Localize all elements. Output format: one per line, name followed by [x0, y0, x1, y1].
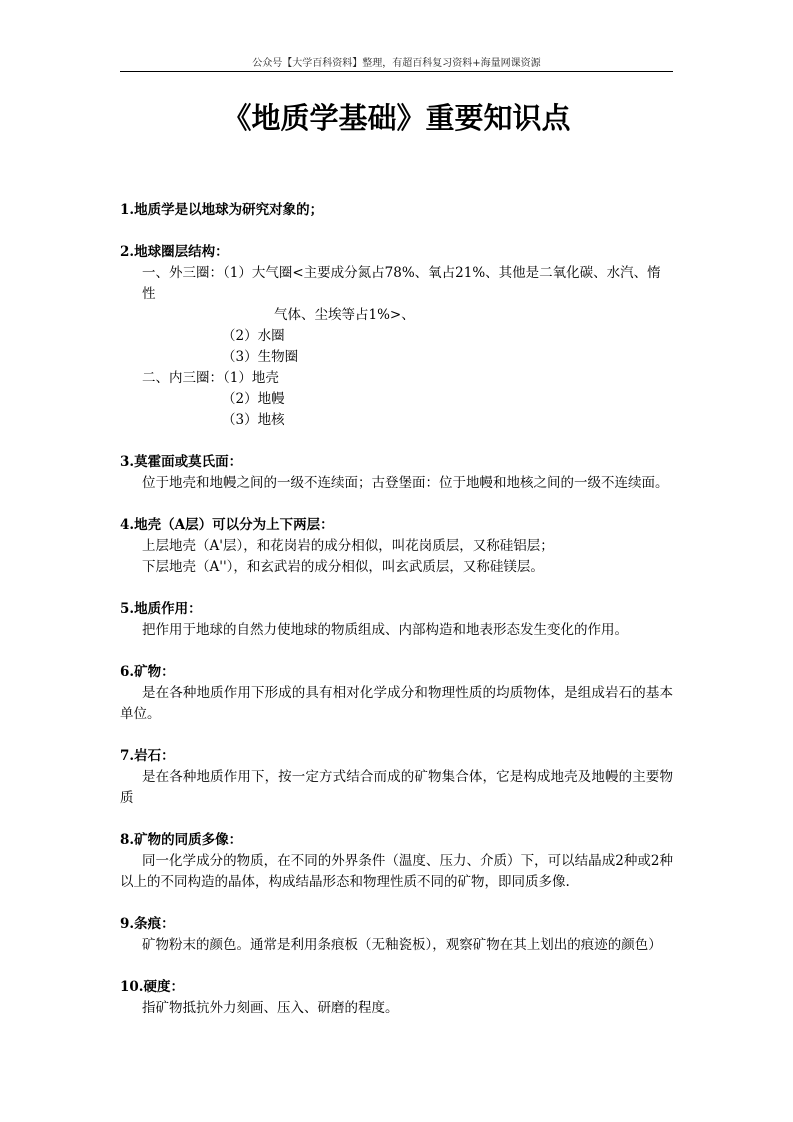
header-divider	[120, 71, 673, 72]
section-text: 上层地壳（A'层），和花岗岩的成分相似，叫花岗质层，又称硅铝层；	[142, 538, 554, 554]
section-text: 同一化学成分的物质，在不同的外界条件（温度、压力、介质）下，可以结晶成2种或2种以上的不同构造的晶体，构成结晶形态和物理性质不同的矿物，即同质多像.	[120, 853, 673, 890]
section-1	[120, 200, 673, 221]
section-text: 下层地壳（A''），和玄武岩的成分相似，叫玄武质层，又称硅镁层。	[142, 559, 544, 575]
outer-sphere-continuation: 气体、尘埃等占1%>、	[274, 307, 415, 323]
section-heading: 5.地质作用：	[120, 601, 202, 617]
section-heading: 2.地球圈层结构：	[120, 244, 229, 260]
biosphere-line: （3）生物圈	[222, 349, 299, 365]
document-title: 《地质学基础》重要知识点	[222, 101, 571, 135]
section-heading: 6.矿物：	[120, 664, 175, 680]
section-heading: 9.条痕：	[120, 916, 175, 932]
section-text: 把作用于地球的自然力使地球的物质组成、内部构造和地表形态发生变化的作用。	[142, 622, 628, 638]
section-4	[120, 515, 673, 578]
section-9	[120, 914, 673, 956]
section-text: 是在各种地质作用下，按一定方式结合而成的矿物集合体，它是构成地壳及地幔的主要物质	[120, 769, 673, 806]
section-text: 是在各种地质作用下形成的具有相对化学成分和物理性质的均质物体，是组成岩石的基本单位。	[120, 685, 673, 722]
section-6	[120, 662, 673, 725]
section-text: 指矿物抵抗外力刻画、压入、研磨的程度。	[142, 1000, 399, 1016]
section-8	[120, 830, 673, 893]
section-heading: 4.地壳（A层）可以分为上下两层：	[120, 517, 334, 533]
section-2	[120, 242, 673, 431]
section-3	[120, 452, 673, 494]
core-line: （3）地核	[222, 412, 285, 428]
hydrosphere-line: （2）水圈	[222, 328, 285, 344]
section-text: 矿物粉末的颜色。通常是利用条痕板（无釉瓷板），观察矿物在其上划出的痕迹的颜色）	[142, 937, 662, 953]
section-heading: 7.岩石：	[120, 748, 175, 764]
section-10	[120, 977, 673, 1019]
mantle-line: （2）地幔	[222, 391, 285, 407]
section-text: 位于地壳和地幔之间的一级不连续面；古登堡面：位于地幔和地核之间的一级不连续面。	[142, 475, 669, 491]
inner-sphere-line: 二、内三圈：（1）地壳	[142, 370, 279, 386]
document-body	[120, 200, 673, 1040]
outer-sphere-line: 一、外三圈：（1）大气圈<主要成分氮占78%、氧占21%、其他是二氧化碳、水汽、惰性	[142, 265, 661, 302]
section-7	[120, 746, 673, 809]
page-header: 公众号【大学百科资料】整理，有超百科复习资料+海量网课资源	[252, 58, 541, 69]
section-heading: 3.莫霍面或莫氏面：	[120, 454, 243, 470]
section-heading: 10.硬度：	[120, 979, 184, 995]
section-heading: 1.地质学是以地球为研究对象的；	[120, 202, 324, 218]
section-heading: 8.矿物的同质多像：	[120, 832, 243, 848]
section-5	[120, 599, 673, 641]
